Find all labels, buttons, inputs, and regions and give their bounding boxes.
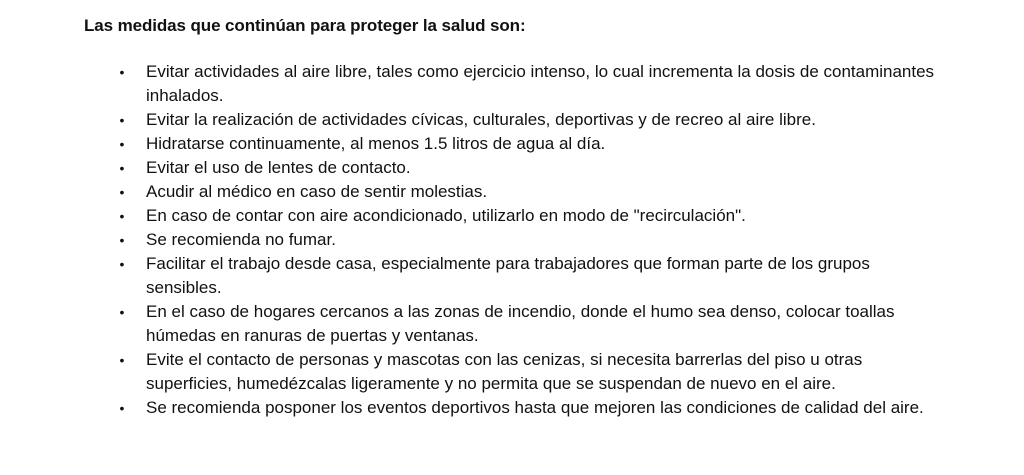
list-item [0,300,946,348]
list-item-text: Evitar la realización de actividades cívicas, culturales, deportivas y de recreo al aire libre. [146,110,816,129]
bullet-icon: • [119,208,125,224]
bullet-icon: • [119,304,125,320]
bullet-icon: • [119,400,125,416]
bullet-icon: • [119,256,125,272]
bullet-icon: • [119,112,125,128]
list-item-text: Se recomienda posponer los eventos deportivos hasta que mejoren las condiciones de calidad del aire. [146,398,924,417]
list-item-text: Se recomienda no fumar. [146,230,336,249]
list-item [0,204,946,228]
bullet-icon: • [119,64,125,80]
list-item [0,396,946,420]
list-item-text: Evitar actividades al aire libre, tales como ejercicio intenso, lo cual incrementa la dosis de contaminantes inhalados. [146,62,935,105]
list-item [0,180,946,204]
bullet-icon: • [119,352,125,368]
bullet-icon: • [119,184,125,200]
list-item-text: Hidratarse continuamente, al menos 1.5 litros de agua al día. [146,134,606,153]
list-item [0,252,946,300]
list-item-text: Acudir al médico en caso de sentir molestias. [146,182,488,201]
health-measures-list [0,60,1024,420]
list-item-text: Evitar el uso de lentes de contacto. [146,158,411,177]
list-item-text: En caso de contar con aire acondicionado, utilizarlo en modo de "recirculación". [146,206,746,225]
list-item [0,228,946,252]
bullet-icon: • [119,160,125,176]
list-item-text: En el caso de hogares cercanos a las zonas de incendio, donde el humo sea denso, colocar toallas húmedas en ranuras de puertas y ventanas. [146,302,895,345]
bullet-icon: • [119,136,125,152]
list-item [0,132,946,156]
list-item-text: Facilitar el trabajo desde casa, especialmente para trabajadores que forman parte de los grupos sensibles. [146,254,870,297]
list-item-text: Evite el contacto de personas y mascotas con las cenizas, si necesita barrerlas del piso u otras superficies, humedézcalas ligeramente y no permita que se suspendan de nuevo en el aire. [146,350,863,393]
list-item [0,156,946,180]
list-item [0,60,946,108]
section-heading: Las medidas que continúan para proteger la salud son: [84,16,526,35]
bullet-icon: • [119,232,125,248]
list-item [0,108,946,132]
list-item [0,348,946,396]
